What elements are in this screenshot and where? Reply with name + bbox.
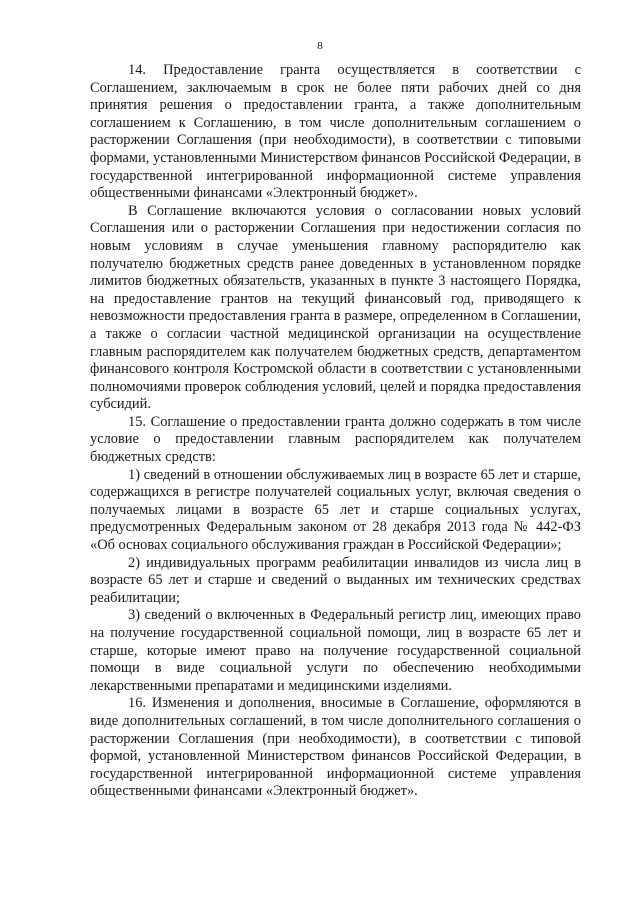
list-item-2: 2) индивидуальных программ реабилитации инвалидов из числа лиц в возрасте 65 лет и старше и сведений о выданных им технических средствах реабилитации; (90, 554, 581, 606)
list-item-3: 3) сведений о включенных в Федеральный регистр лиц, имеющих право на получение государственной социальной помощи, лиц в возрасте 65 лет и старше, которые имеют право на получение государственной социальной помощи в виде социальной услуги по обеспечению необходимыми лекарственными препаратами и медицинскими изделиями. (90, 607, 581, 694)
page-number: 8 (317, 40, 323, 52)
paragraph-16: 16. Изменения и дополнения, вносимые в Соглашение, оформляются в виде дополнительных соглашений, в том числе дополнительного соглашения о расторжении Соглашения (при необходимости), в соответствии с типовой формой, установленной Министерством финансов Российской Федерации, в государственной интегрированной информационной системе управления общественными финансами «Электронный бюджет». (90, 695, 581, 800)
paragraph-agreement-conditions: В Соглашение включаются условия о согласовании новых условий Соглашения или о расторжении Соглашения при недостижении согласия по новым условиям в случае уменьшения главному распорядителю как получателю бюджетных средств ранее доведенных в установленном порядке лимитов бюджетных обязательств, указанных в пункте 3 настоящего Порядка, на предоставление грантов на текущий финансовый год, приводящего к невозможности предоставления гранта в размере, определенном в Соглашении, а также о согласии частной медицинской организации на осуществление главным распорядителем как получателем бюджетных средств, департаментом финансового контроля Костромской области в соответствии с установленными полномочиями проверок соблюдения условий, целей и порядка предоставления субсидий. (90, 202, 581, 413)
paragraph-15: 15. Соглашение о предоставлении гранта должно содержать в том числе условие о предоставлении главным распорядителем как получателем бюджетных средств: (90, 413, 581, 466)
paragraph-14: 14. Предоставление гранта осуществляется в соответствии с Соглашением, заключаемым в срок не более пяти рабочих дней со дня принятия решения о предоставлении гранта, а также дополнительным соглашением к Соглашению, в том числе дополнительным соглашением о расторжении Соглашения (при необходимости), в соответствии с типовыми формами, установленными Министерством финансов Российской Федерации, в государственной интегрированной информационной системе управления общественными финансами «Электронный бюджет». (90, 62, 581, 202)
list-item-1: 1) сведений в отношении обслуживаемых лиц в возрасте 65 лет и старше, содержащихся в регистре получателей социальных услуг, включая сведения о получаемых лицами в возрасте 65 лет и старше социальных услугах, предусмотренных Федеральным законом от 28 декабря 2013 года № 442-ФЗ «Об основах социального обслуживания граждан в Российской Федерации»; (90, 466, 581, 554)
document-body (90, 62, 581, 801)
